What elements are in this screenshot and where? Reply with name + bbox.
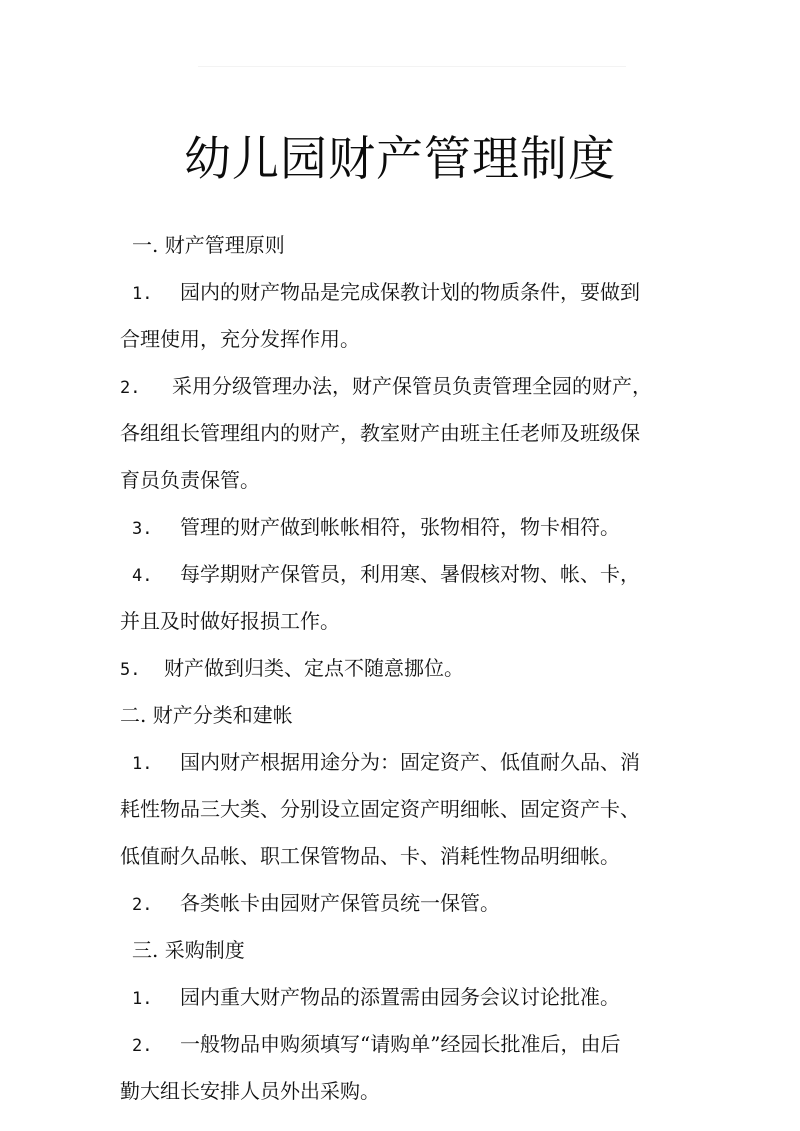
item-text: 一般物品申购须填写“请购单”经园长批准后，由后 bbox=[180, 1032, 621, 1056]
item-text: 各类帐卡由园财产保管员统一保管。 bbox=[180, 891, 500, 915]
item-continuation: 耗性物品三大类、分别设立固定资产明细帐、固定资产卡、 bbox=[120, 797, 640, 821]
list-item-1-3 bbox=[120, 504, 700, 551]
section-heading-1: 一. 财产管理原则 bbox=[132, 233, 285, 257]
item-text: 园内的财产物品是完成保教计划的物质条件，要做到 bbox=[180, 280, 640, 304]
item-continuation: 育员负责保管。 bbox=[120, 468, 260, 492]
list-item-3-1 bbox=[120, 974, 700, 1021]
item-continuation: 勤大组长安排人员外出采购。 bbox=[120, 1079, 380, 1103]
list-item-2-1 bbox=[120, 739, 700, 786]
header-rule bbox=[198, 66, 626, 67]
item-number: 1. bbox=[132, 754, 153, 774]
item-number: 1. bbox=[132, 989, 153, 1009]
section-heading-3: 三. 采购制度 bbox=[132, 938, 245, 962]
document-title: 幼儿园财产管理制度 bbox=[184, 132, 616, 187]
item-number: 1. bbox=[132, 284, 153, 304]
item-text: 每学期财产保管员，利用寒、暑假核对物、帐、卡， bbox=[180, 562, 640, 586]
item-text: 财产做到归类、定点不随意挪位。 bbox=[164, 656, 464, 680]
item-number: 4. bbox=[132, 566, 153, 586]
list-item-1-5 bbox=[120, 645, 700, 692]
item-text: 管理的财产做到帐帐相符，张物相符，物卡相符。 bbox=[180, 515, 620, 539]
item-number: 2. bbox=[120, 378, 141, 398]
item-continuation: 合理使用，充分发挥作用。 bbox=[120, 327, 360, 351]
item-text: 园内重大财产物品的添置需由园务会议讨论批准。 bbox=[180, 985, 620, 1009]
list-item-2-2 bbox=[120, 880, 700, 927]
item-number: 5. bbox=[120, 660, 141, 680]
document-body bbox=[120, 222, 700, 1115]
list-item-1-2 bbox=[120, 363, 700, 410]
footer-watermark bbox=[374, 1052, 426, 1062]
item-text: 国内财产根据用途分为：固定资产、低值耐久品、消 bbox=[180, 750, 640, 774]
list-item-1-4 bbox=[120, 551, 700, 598]
item-text: 采用分级管理办法，财产保管员负责管理全园的财产， bbox=[172, 374, 652, 398]
section-heading-2: 二. 财产分类和建帐 bbox=[120, 703, 293, 727]
item-continuation: 低值耐久品帐、职工保管物品、卡、消耗性物品明细帐。 bbox=[120, 844, 620, 868]
item-number: 2. bbox=[132, 1036, 153, 1056]
item-continuation: 各组组长管理组内的财产，教室财产由班主任老师及班级保 bbox=[120, 421, 640, 445]
item-number: 3. bbox=[132, 519, 153, 539]
item-number: 2. bbox=[132, 895, 153, 915]
item-continuation: 并且及时做好报损工作。 bbox=[120, 609, 340, 633]
list-item-1-1 bbox=[120, 269, 700, 316]
